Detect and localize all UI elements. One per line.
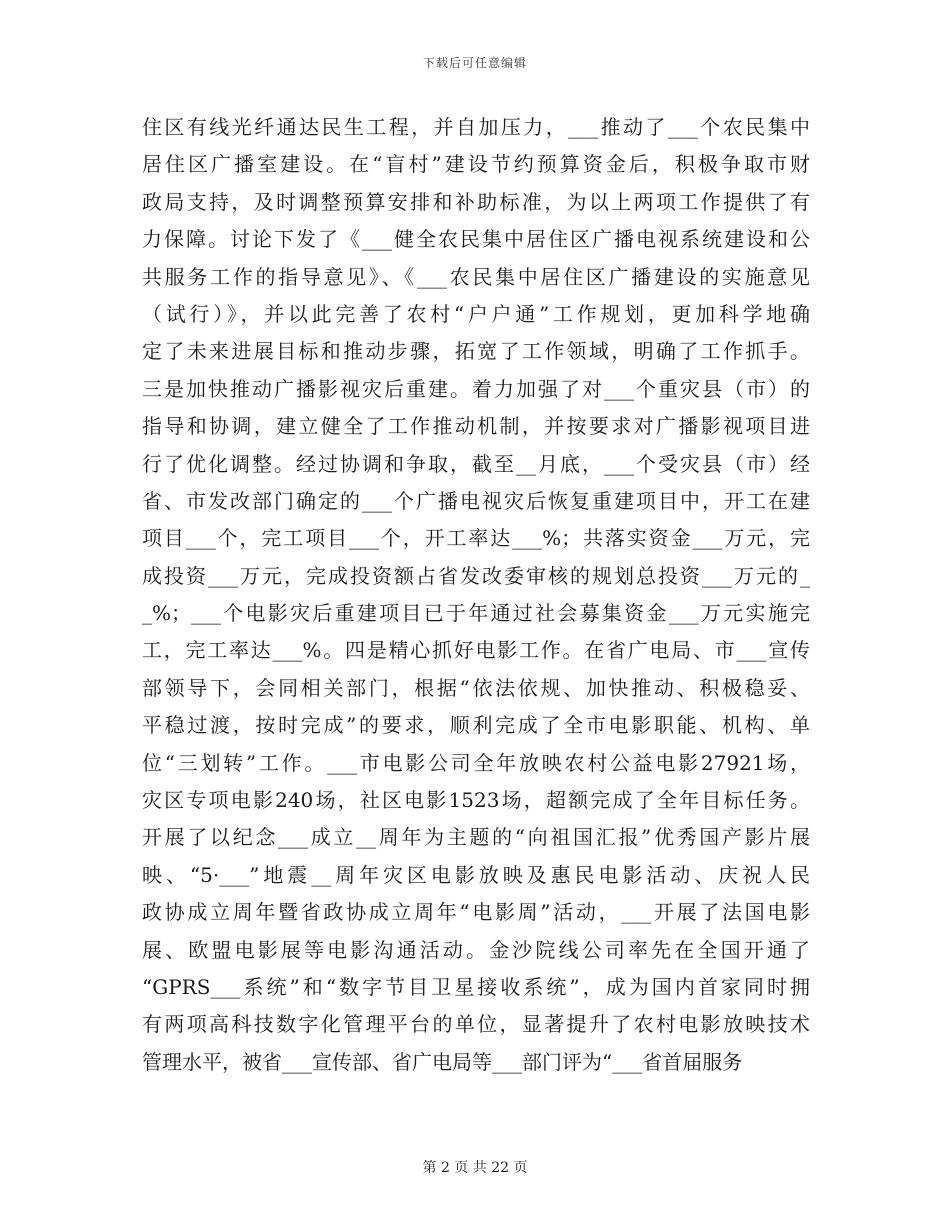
text-line: 展、欧盟电影展等电影沟通活动。金沙院线公司率先在全国开通了 xyxy=(142,937,810,962)
document-body xyxy=(142,109,810,1081)
text-line: 政协成立周年暨省政协成立周年“电影周”活动，___开展了法国电影 xyxy=(142,900,810,925)
text-line: 映、“5·___”地震__周年灾区电影放映及惠民电影活动、庆祝人民 xyxy=(142,862,810,887)
text-line: 居住区广播室建设。在“盲村”建设节约预算资金后，积极争取市财 xyxy=(142,152,810,177)
text-line: 成投资___万元，完成投资额占省发改委审核的规划总投资___万元的_ xyxy=(142,563,810,588)
text-line: 部领导下，会同相关部门，根据“依法依规、加快推动、积极稳妥、 xyxy=(142,675,810,700)
text-line: 省、市发改部门确定的___个广播电视灾后恢复重建项目中，开工在建 xyxy=(142,488,810,513)
text-line: 项目___个，完工项目___个，开工率达___%；共落实资金___万元，完 xyxy=(142,526,810,551)
text-line: 力保障。讨论下发了《___健全农民集中居住区广播电视系统建设和公 xyxy=(142,227,810,252)
text-line: 灾区专项电影240场，社区电影1523场，超额完成了全年目标任务。 xyxy=(142,788,810,813)
text-line: _%；___个电影灾后重建项目已于年通过社会募集资金___万元实施完 xyxy=(142,601,810,626)
text-line: 政局支持，及时调整预算安排和补助标准，为以上两项工作提供了有 xyxy=(142,189,810,214)
text-line: 有两项高科技数字化管理平台的单位，显著提升了农村电影放映技术 xyxy=(142,1012,810,1037)
text-line: 管理水平，被省___宣传部、省广电局等___部门评为“___省首届服务 xyxy=(142,1049,743,1074)
text-line: 工，完工率达___%。四是精心抓好电影工作。在省广电局、市___宣传 xyxy=(142,638,810,663)
text-line: 共服务工作的指导意见》、《___农民集中居住区广播建设的实施意见 xyxy=(142,264,810,289)
page-header-note: 下载后可任意编辑 xyxy=(422,56,527,70)
page-footer-page-number: 第 2 页 共 22 页 xyxy=(422,1160,528,1176)
text-line: 开展了以纪念___成立__周年为主题的“向祖国汇报”优秀国产影片展 xyxy=(142,825,810,850)
text-line: 住区有线光纤通达民生工程，并自加压力，___推动了___个农民集中 xyxy=(142,115,810,139)
text-line: 行了优化调整。经过协调和争取，截至__月底，___个受灾县（市）经 xyxy=(142,451,810,476)
text-line: 位“三划转”工作。___市电影公司全年放映农村公益电影27921场， xyxy=(142,750,810,775)
text-line: （试行）》，并以此完善了农村“户户通”工作规划，更加科学地确 xyxy=(142,301,810,326)
text-line: 指导和协调，建立健全了工作推动机制，并按要求对广播影视项目进 xyxy=(142,414,810,439)
text-line: “GPRS___系统”和“数字节目卫星接收系统”，成为国内首家同时拥 xyxy=(142,974,810,999)
text-line: 三是加快推动广播影视灾后重建。着力加强了对___个重灾县（市）的 xyxy=(142,376,810,401)
text-line: 定了未来进展目标和推动步骤，拓宽了工作领域，明确了工作抓手。 xyxy=(142,339,810,364)
text-line: 平稳过渡，按时完成”的要求，顺利完成了全市电影职能、机构、单 xyxy=(142,713,810,738)
